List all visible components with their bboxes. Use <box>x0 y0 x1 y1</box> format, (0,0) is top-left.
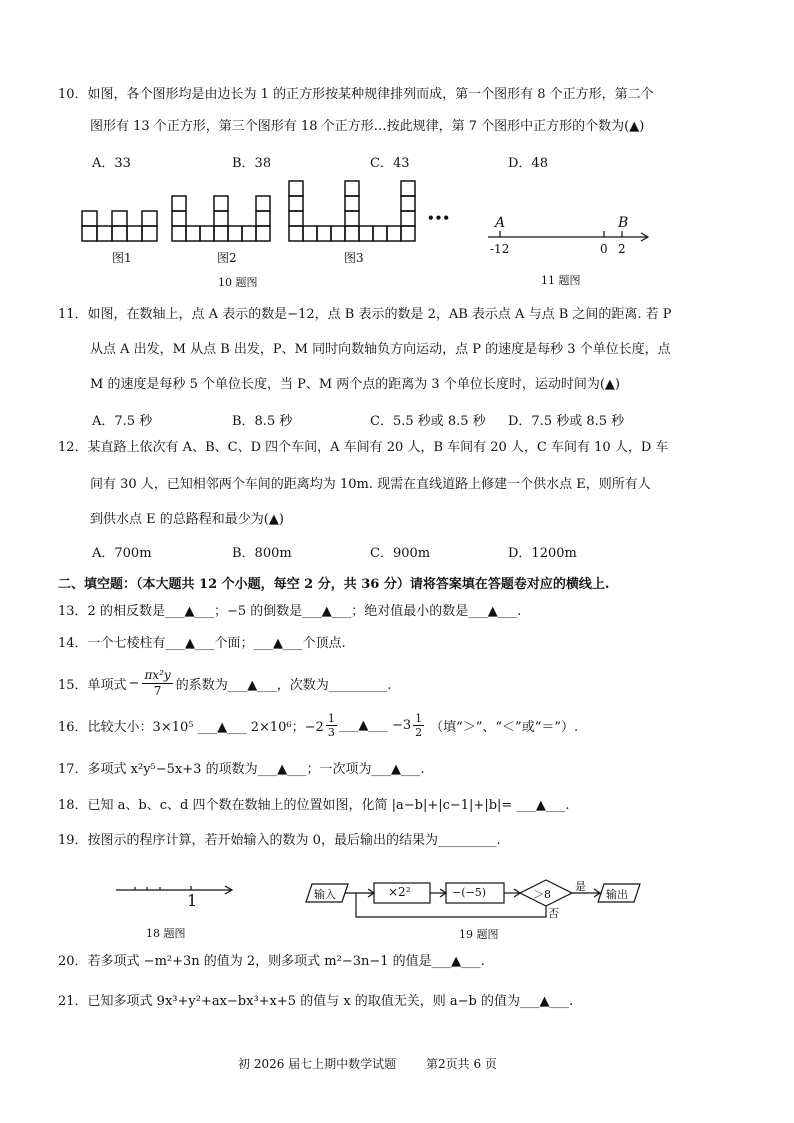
q16-frac1-den: 3 <box>327 726 335 739</box>
q19: 19．按图示的程序计算，若开始输入的数为 0，最后输出的结果为_________. <box>58 833 501 848</box>
q16-frac2-num: 1 <box>415 712 423 725</box>
q16-frac2-den: 2 <box>415 726 423 739</box>
q15-suffix: 的系数为___▲___，次数为_________. <box>175 678 392 693</box>
q19-condition-label: ＞8 <box>533 888 551 901</box>
q19-yes-label: 是 <box>575 880 586 893</box>
q16-part2: （填“＞”、“＜”或“＝”）. <box>430 720 579 735</box>
q10-ellipsis: ••• <box>427 211 451 225</box>
q10-option-a: A．33 <box>92 156 131 171</box>
q11-line3: M 的速度是每秒 5 个单位长度，当 P、M 两个点的距离为 3 个单位长度时，运动时间为(▲) <box>90 377 620 392</box>
q12-option-c: C．900m <box>370 546 431 561</box>
q11-option-d: D．7.5 秒或 8.5 秒 <box>508 414 625 429</box>
q19-caption: 19 题图 <box>459 928 499 941</box>
q17: 17．多项式 x²y⁵−5x+3 的项数为___▲___；一次项为___▲___. <box>58 762 425 777</box>
q10-line1: 10．如图，各个图形均是由边长为 1 的正方形按某种规律排列而成，第一个图形有 8 个正方形，第二个 <box>58 87 654 102</box>
q18-tick-label: 1 <box>187 891 198 910</box>
q15-numerator: πx²y <box>144 668 171 682</box>
q20: 20．若多项式 −m²+3n 的值为 2，则多项式 m²−3n−1 的值是___▲___. <box>58 954 485 969</box>
q10-fig1-label: 图1 <box>112 251 132 265</box>
section2-heading: 二、填空题：（本大题共 12 个小题，每空 2 分，共 36 分）请将答案填在答题卷对应的横线上. <box>58 577 610 592</box>
q13: 13．2 的相反数是___▲___；−5 的倒数是___▲___；绝对值最小的数是___▲___. <box>58 604 522 619</box>
q21: 21．已知多项式 9x³+y²+ax−bx³+x+5 的值与 x 的取值无关，则 a−b 的值为___▲___. <box>58 994 574 1009</box>
q11-option-b: B．8.5 秒 <box>232 414 293 429</box>
q12-option-a: A．700m <box>92 546 152 561</box>
q19-output-label: 输出 <box>606 888 628 901</box>
q10-fig3-label: 图3 <box>344 251 364 265</box>
q11-option-a: A．7.5 秒 <box>92 414 153 429</box>
q16-frac1-num: 1 <box>327 712 335 725</box>
q11-line2: 从点 A 出发，M 从点 B 出发，P、M 同时向数轴负方向运动，点 P 的速度是每秒 3 个单位长度，点 <box>90 342 671 357</box>
q11-tick-2: 2 <box>618 242 626 256</box>
q12-option-b: B．800m <box>232 546 292 561</box>
q18-caption: 18 题图 <box>146 927 186 940</box>
q12-line1: 12．某直路上依次有 A、B、C、D 四个车间，A 车间有 20 人，B 车间有 20 人，C 车间有 10 人，D 车 <box>58 440 669 455</box>
q10-option-c: C．43 <box>370 156 410 171</box>
q10-line2: 图形有 13 个正方形，第三个图形有 18 个正方形…按此规律，第 7 个图形中正方形的个数为(▲) <box>90 119 645 134</box>
q12-line2: 间有 30 人，已知相邻两个车间的距离均为 10m. 现需在直线道路上修建一个供水点 E，则所有人 <box>90 477 651 492</box>
q15-minus: − <box>128 676 140 691</box>
q19-step1-label: ×2² <box>388 885 411 899</box>
q12-line3: 到供水点 E 的总路程和最少为(▲) <box>90 512 284 527</box>
q11-caption: 11 题图 <box>541 274 581 287</box>
q18-number-line <box>116 886 232 894</box>
footer-page: 第2页共 6 页 <box>426 1057 497 1071</box>
q19-input-label: 输入 <box>314 888 336 901</box>
q12-option-d: D．1200m <box>508 546 577 561</box>
q10-option-d: D．48 <box>508 156 548 171</box>
q15-denominator: 7 <box>153 684 162 698</box>
q18: 18．已知 a、b、c、d 四个数在数轴上的位置如图，化简 |a−b|+|c−1|+|b|= ___▲___. <box>58 798 570 813</box>
q11-tick-0: 0 <box>600 242 608 256</box>
q11-label-a: A <box>495 215 506 231</box>
q16-mid: ___▲___ −3 <box>338 718 412 733</box>
q19-no-label: 否 <box>548 907 559 920</box>
q19-step2-label: −(−5) <box>452 886 487 899</box>
q11-line1: 11．如图，在数轴上，点 A 表示的数是−12，点 B 表示的数是 2，AB 表示点 A 与点 B 之间的距离. 若 P <box>58 307 672 322</box>
footer-title: 初 2026 届七上期中数学试题 <box>238 1057 397 1071</box>
q11-tick-neg12: -12 <box>490 242 510 256</box>
q15-prefix: 15．单项式 <box>58 678 127 693</box>
q10-caption: 10 题图 <box>218 276 258 289</box>
q14: 14．一个七棱柱有___▲___个面；___▲___个顶点. <box>58 636 346 651</box>
q10-option-b: B．38 <box>232 156 272 171</box>
q11-label-b: B <box>618 215 629 231</box>
q11-option-c: C．5.5 秒或 8.5 秒 <box>370 414 486 429</box>
q16-part1: 16．比较大小：3×10⁵ ___▲___ 2×10⁶；−2 <box>58 720 324 735</box>
q10-fig2-label: 图2 <box>217 251 237 265</box>
